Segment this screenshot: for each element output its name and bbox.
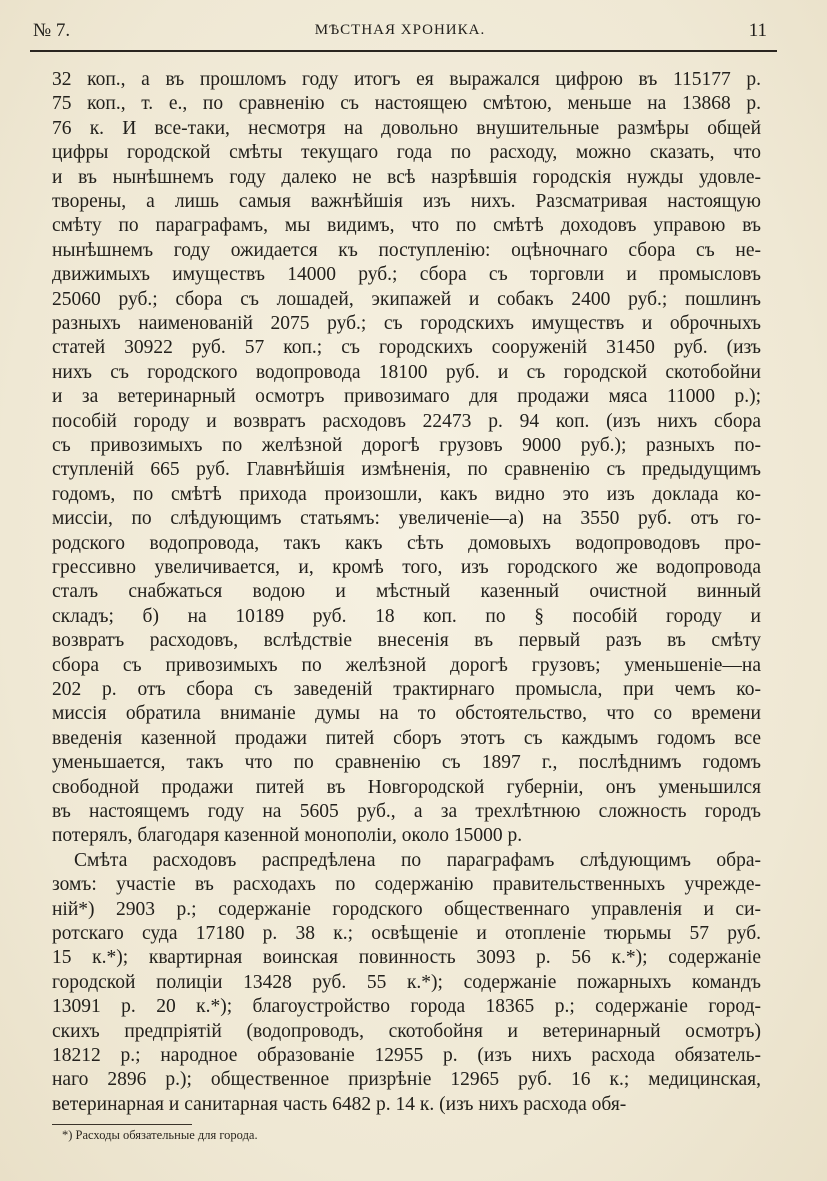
text-line: 76 к. И все-таки, несмотря на довольно внушительные размѣры общей	[52, 117, 761, 139]
text-line: годомъ, по смѣтѣ прихода произошли, какъ видно это изъ доклада ко-	[52, 483, 761, 505]
text-line: 18212 р.; народное образованіе 12955 р. (изъ нихъ расхода обязатель-	[52, 1045, 761, 1066]
text-line: Смѣта расходовъ распредѣлена по параграфамъ слѣдующимъ обра-	[74, 849, 761, 871]
text-line: въ настоящемъ году на 5605 руб., а за трехлѣтнюю сложность городъ	[52, 801, 761, 822]
text-line: возвратъ расходовъ, вслѣдствіе внесенія въ первый разъ въ смѣту	[52, 630, 761, 652]
footnote: *) Расходы обязательные для города.	[62, 1128, 258, 1142]
running-title: МѢСТНАЯ ХРОНИКА.	[314, 22, 486, 38]
text-line: разныхъ наименованій 2075 руб.; съ городскихъ имуществъ и оброчныхъ	[52, 313, 761, 334]
text-line: скихъ предпріятій (водопроводъ, скотобойня и ветеринарный осмотръ)	[52, 1020, 761, 1042]
text-line: и за ветеринарный осмотръ привозимаго для продажи мяса 11000 р.);	[52, 386, 761, 408]
text-line: миссія обратила вниманіе думы на то обстоятельство, что со времени	[52, 703, 761, 725]
text-line: грессивно увеличивается, и, кромѣ того, изъ городского же водопровода	[52, 557, 761, 578]
text-line: свободной продажи питей въ Новгородской губерніи, онъ уменьшился	[52, 776, 761, 798]
text-line: ветеринарная и санитарная часть 6482 р. 14 к. (изъ нихъ расхода обя-	[52, 1093, 627, 1115]
text-line: введенія казенной продажи питей сборъ этотъ съ каждымъ годомъ все	[52, 727, 761, 749]
text-line: складъ; б) на 10189 руб. 18 коп. по § пособій городу и	[52, 605, 761, 627]
text-line: городской полиціи 13428 руб. 55 к.*); содержаніе пожарныхъ командъ	[52, 971, 761, 993]
text-line: 25060 руб.; сбора съ лошадей, экипажей и собакъ 2400 руб.; пошлинъ	[52, 288, 761, 310]
text-line: 32 коп., а въ прошломъ году итогъ ея выражался цифрою въ 115177 р.	[52, 69, 761, 90]
text-line: 15 к.*); квартирная воинская повинность 3093 р. 56 к.*); содержаніе	[52, 947, 761, 969]
text-line: зомъ: участіе въ расходахъ по содержанію правительственныхъ учрежде-	[52, 874, 761, 896]
page-header	[33, 18, 767, 46]
page-number: 11	[748, 20, 767, 41]
text-line: пособій городу и возвратъ расходовъ 22473 р. 94 коп. (изъ нихъ сбора	[52, 410, 761, 432]
text-line: родского водопровода, такъ какъ сѣть домовыхъ водопроводовъ про-	[52, 532, 761, 554]
text-line: ній*) 2903 р.; содержаніе городского общественнаго управленія и си-	[52, 898, 761, 920]
text-line: смѣту по параграфамъ, мы видимъ, что по смѣтѣ доходовъ управою въ	[52, 215, 761, 237]
text-line: миссіи, по слѣдующимъ статьямъ: увеличеніе—а) на 3550 руб. отъ го-	[52, 508, 761, 530]
text-line: статей 30922 руб. 57 коп.; съ городскихъ сооруженій 31450 руб. (изъ	[52, 337, 761, 359]
text-line: ступленій 665 руб. Главнѣйшія измѣненія, по сравненію съ предыдущимъ	[52, 459, 761, 481]
issue-number: № 7.	[33, 20, 71, 41]
text-line: движимыхъ имуществъ 14000 руб.; сбора съ торговли и промысловъ	[52, 264, 761, 286]
text-line: цифры городской смѣты текущаго года по расходу, можно сказать, что	[52, 142, 761, 164]
text-line: нынѣшнемъ году ожидается къ поступленію: оцѣночнаго сбора съ не-	[52, 239, 761, 261]
text-line: сталъ снабжаться водою и мѣстный казенный очистной винный	[52, 581, 761, 603]
text-line: нихъ съ городского водопровода 18100 руб. и съ городской скотобойни	[52, 361, 761, 383]
text-line: и въ нынѣшнемъ году далеко не всѣ назрѣвшія городскія нужды удовле-	[52, 166, 761, 188]
text-line: потерялъ, благодаря казенной монополіи, около 15000 р.	[52, 825, 523, 847]
text-line: сбора съ привозимыхъ по желѣзной дорогѣ грузовъ; уменьшеніе—на	[52, 654, 761, 676]
text-line: уменьшается, такъ что по сравненію съ 1897 г., послѣднимъ годомъ	[52, 752, 761, 774]
text-line: наго 2896 р.); общественное призрѣніе 12965 руб. 16 к.; медицинская,	[52, 1069, 761, 1091]
text-line: съ привозимыхъ по желѣзной дорогѣ грузовъ 9000 руб.); разныхъ по-	[52, 435, 761, 456]
text-line: творены, а лишь самыя важнѣйшія изъ нихъ. Разсматривая настоящую	[52, 191, 761, 212]
text-line: 75 коп., т. е., по сравненію съ настоящею смѣтою, меньше на 13868 р.	[52, 93, 761, 115]
header-rule	[30, 50, 777, 52]
text-line: ротскаго суда 17180 р. 38 к.; освѣщеніе и отопленіе тюрьмы 57 руб.	[52, 923, 761, 944]
text-line: 202 р. отъ сбора съ заведеній трактирнаго промысла, при чемъ ко-	[52, 679, 761, 700]
footnote-rule	[52, 1124, 192, 1125]
text-line: 13091 р. 20 к.*); благоустройство города 18365 р.; содержаніе город-	[52, 996, 761, 1018]
